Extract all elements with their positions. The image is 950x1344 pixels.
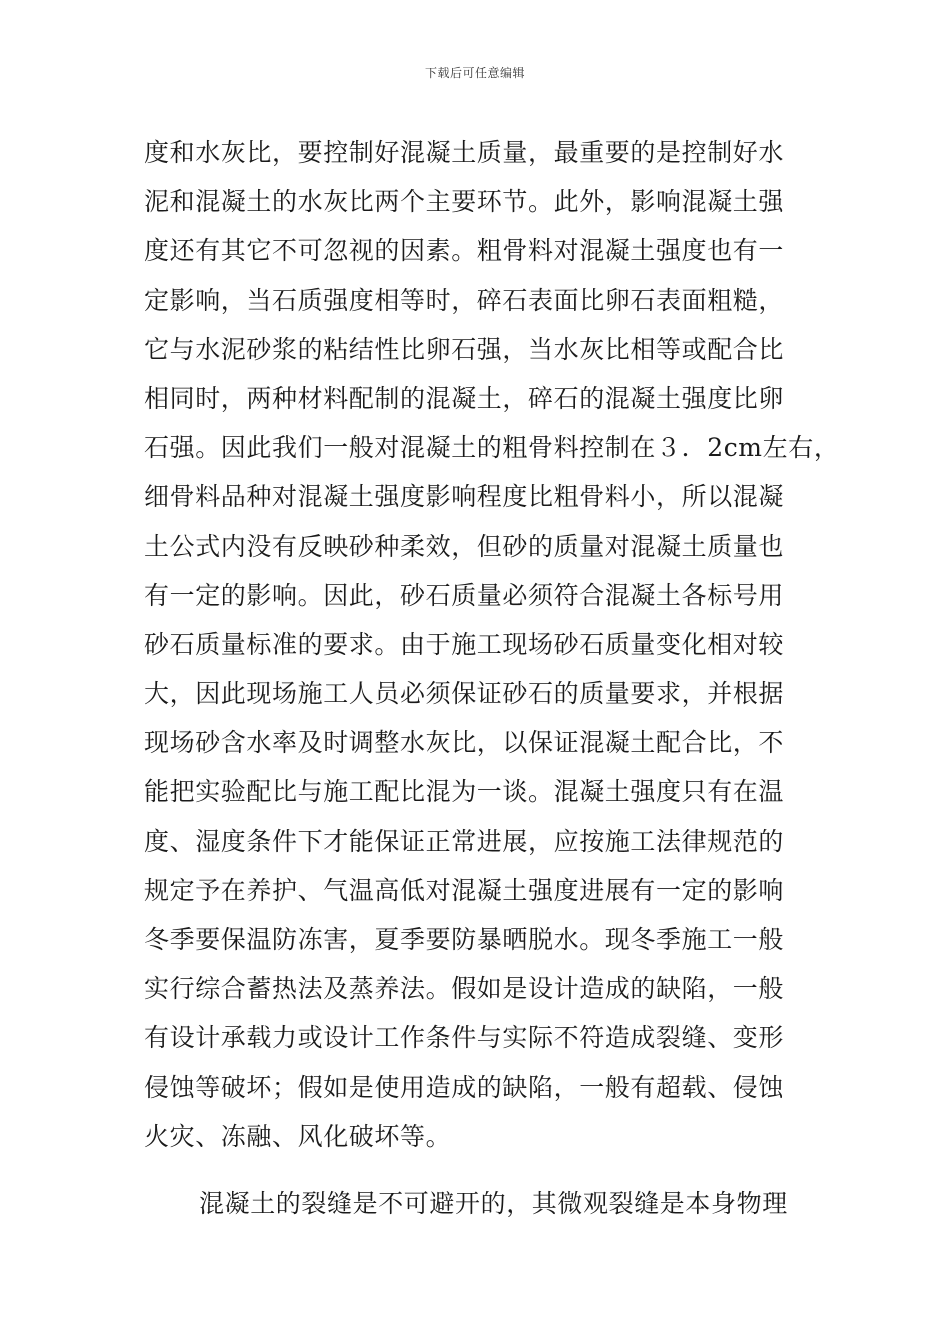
body-text bbox=[144, 128, 840, 1228]
text-line: 有一定的影响。因此，砂石质量必须符合混凝土各标号用 bbox=[144, 580, 785, 610]
paragraph-1 bbox=[144, 128, 840, 1161]
text-line: 规定予在养护、气温高低对混凝土强度进展有一定的影响 bbox=[144, 875, 785, 905]
text-line: 度、湿度条件下才能保证正常进展，应按施工法律规范的 bbox=[144, 826, 785, 856]
text-line: 度还有其它不可忽视的因素。粗骨料对混凝土强度也有一 bbox=[144, 236, 785, 266]
text-line: 砂石质量标准的要求。由于施工现场砂石质量变化相对较 bbox=[144, 629, 785, 659]
text-line: 定影响，当石质强度相等时，碎石表面比卵石表面粗糙， bbox=[144, 285, 785, 315]
text-line: 大，因此现场施工人员必须保证砂石的质量要求，并根据 bbox=[144, 679, 785, 709]
text-line: 混凝土的裂缝是不可避开的，其微观裂缝是本身物理 bbox=[199, 1188, 788, 1218]
text-line: 细骨料品种对混凝土强度影响程度比粗骨料小，所以混凝 bbox=[144, 482, 785, 512]
text-line: 火灾、冻融、风化破坏等。 bbox=[144, 1121, 452, 1151]
text-line: 能把实验配比与施工配比混为一谈。混凝土强度只有在温 bbox=[144, 777, 785, 807]
text-line: 度和水灰比，要控制好混凝土质量，最重要的是控制好水 bbox=[144, 138, 785, 167]
page-header: 下载后可任意编辑 bbox=[424, 66, 525, 80]
paragraph-2 bbox=[144, 1179, 834, 1228]
text-line: 土公式内没有反映砂种柔效，但砂的质量对混凝土质量也 bbox=[144, 531, 785, 561]
text-line: 侵蚀等破坏；假如是使用造成的缺陷，一般有超载、侵蚀 bbox=[144, 1072, 785, 1102]
text-line: 石强。因此我们一般对混凝土的粗骨料控制在３．2cm左右， bbox=[144, 433, 840, 463]
text-line: 实行综合蓄热法及蒸养法。假如是设计造成的缺陷，一般 bbox=[144, 974, 785, 1004]
text-line: 泥和混凝土的水灰比两个主要环节。此外，影响混凝土强 bbox=[144, 187, 785, 217]
text-line: 现场砂含水率及时调整水灰比，以保证混凝土配合比，不 bbox=[144, 728, 785, 758]
text-line: 有设计承载力或设计工作条件与实际不符造成裂缝、变形 bbox=[144, 1023, 785, 1053]
paragraph-gap bbox=[144, 1161, 834, 1179]
text-line: 它与水泥砂浆的粘结性比卵石强，当水灰比相等或配合比 bbox=[144, 334, 785, 364]
text-line: 相同时，两种材料配制的混凝土，碎石的混凝土强度比卵 bbox=[144, 383, 785, 413]
text-line: 冬季要保温防冻害，夏季要防暴晒脱水。现冬季施工一般 bbox=[144, 925, 785, 954]
